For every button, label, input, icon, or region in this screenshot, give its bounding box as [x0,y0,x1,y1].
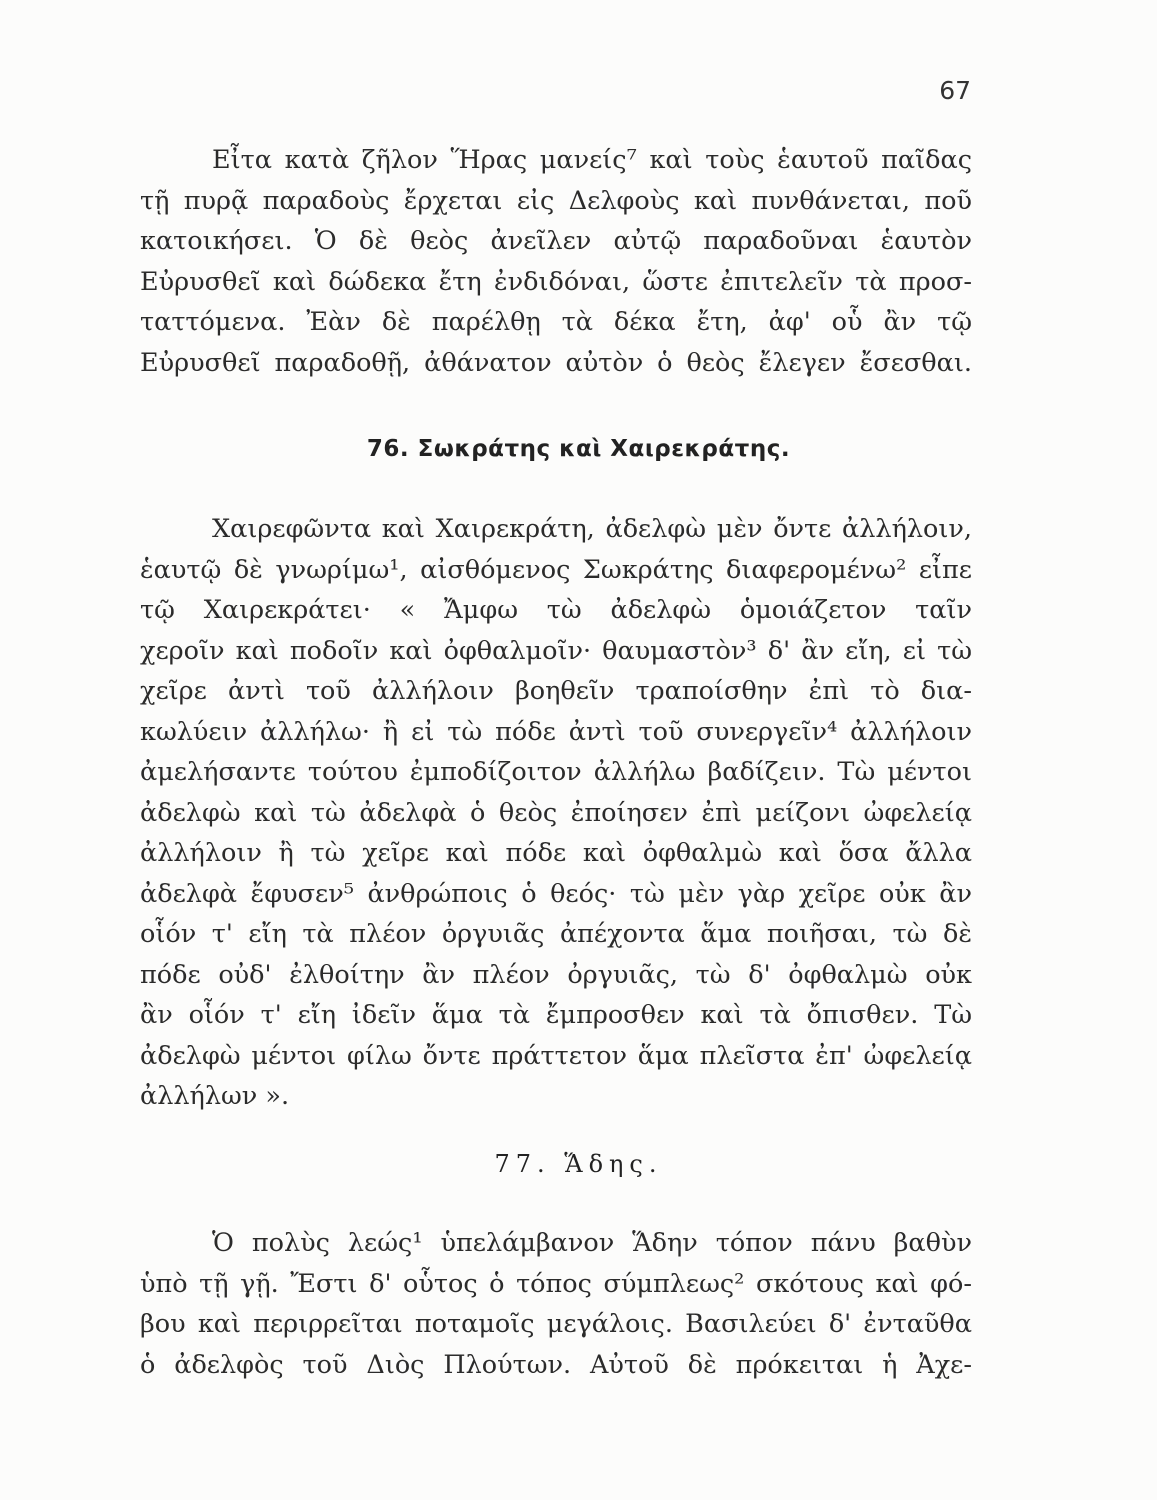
page-number: 67 [939,76,971,105]
text-line: Εὐρυσθεῖ καὶ δώδεκα ἔτη ἐνδιδόναι, ὥστε ἐπιτελεῖν τὰ προσ- [140,266,972,297]
text-line: τῇ πυρᾷ παραδοὺς ἔρχεται εἰς Δελφοὺς καὶ πυνθάνεται, ποῦ [140,185,972,216]
section-heading-76: 76. Σωκράτης καὶ Χαιρεκράτης. [366,436,791,462]
text-line: ἑαυτῷ δὲ γνωρίμω¹, αἰσθόμενος Σωκράτης διαφερομένω² εἶπε [140,554,972,585]
text-line: ὑπὸ τῇ γῇ. Ἔστι δ' οὗτος ὁ τόπος σύμπλεως² σκότους καὶ φό- [140,1268,972,1299]
text-line: ὁ ἀδελφὸς τοῦ Διὸς Πλούτων. Αὐτοῦ δὲ πρόκειται ἡ Ἀχε- [140,1349,972,1380]
text-line: ταττόμενα. Ἐὰν δὲ παρέλθῃ τὰ δέκα ἔτη, ἀφ' οὗ ἂν τῷ [140,307,972,337]
text-line: ἀλλήλων ». [140,1081,290,1111]
text-line: οἷόν τ' εἴη τὰ πλέον ὀργυιᾶς ἀπέχοντα ἅμα ποιῆσαι, τὼ δὲ [140,919,972,949]
text-line: χεῖρε ἀντὶ τοῦ ἀλλήλοιν βοηθεῖν τραποίσθην ἐπὶ τὸ δια- [140,676,972,706]
text-line: κατοικήσει. Ὁ δὲ θεὸς ἀνεῖλεν αὐτῷ παραδοῦναι ἑαυτὸν [140,226,972,256]
text-line: βου καὶ περιρρεῖται ποταμοῖς μεγάλοις. Βασιλεύει δ' ἐνταῦθα [140,1309,972,1339]
text-line: ἂν οἷόν τ' εἴη ἰδεῖν ἅμα τὰ ἔμπροσθεν καὶ τὰ ὄπισθεν. Τὼ [140,1000,972,1030]
text-line: χεροῖν καὶ ποδοῖν καὶ ὀφθαλμοῖν· θαυμαστὸν³ δ' ἂν εἴη, εἰ τὼ [140,635,972,666]
text-line: ἀλλήλοιν ἢ τὼ χεῖρε καὶ πόδε καὶ ὀφθαλμὼ καὶ ὅσα ἄλλα [140,838,972,868]
text-line: ἀδελφὼ μέντοι φίλω ὄντε πράττετον ἅμα πλεῖστα ἐπ' ὠφελείᾳ [140,1040,972,1071]
text-line: Χαιρεφῶντα καὶ Χαιρεκράτη, ἀδελφὼ μὲν ὄντε ἀλλήλοιν, [212,514,972,544]
paragraph-section-77 [140,1223,972,1385]
text-line: Εὐρυσθεῖ παραδοθῇ, ἀθάνατον αὐτὸν ὁ θεὸς ἔλεγεν ἔσεσθαι. [140,347,972,378]
text-line: ἀδελφὰ ἔφυσεν⁵ ἀνθρώποις ὁ θεός· τὼ μὲν γὰρ χεῖρε οὐκ ἂν [140,878,972,909]
text-line: ἀμελήσαντε τούτου ἐμποδίζοιτον ἀλλήλω βαδίζειν. Τὼ μέντοι [140,757,972,787]
text-line: Εἶτα κατὰ ζῆλον Ἥρας μανείς⁷ καὶ τοὺς ἑαυτοῦ παῖδας [212,145,972,175]
paragraph-section-75-end [140,140,972,383]
text-line: πόδε οὐδ' ἐλθοίτην ἂν πλέον ὀργυιᾶς, τὼ δ' ὀφθαλμὼ οὐκ [140,959,972,990]
paragraph-section-76 [140,509,972,1117]
section-heading-77: 77. Ἅδης. [494,1150,663,1178]
text-line: τῷ Χαιρεκράτει· « Ἄμφω τὼ ἀδελφὼ ὁμοιάζετον ταῖν [140,595,972,625]
text-line: κωλύειν ἀλλήλω· ἢ εἰ τὼ πόδε ἀντὶ τοῦ συνεργεῖν⁴ ἀλλήλοιν [140,716,972,747]
text-line: Ὁ πολὺς λεώς¹ ὑπελάμβανον Ἅδην τόπον πάνυ βαθὺν [212,1228,972,1258]
text-line: ἀδελφὼ καὶ τὼ ἀδελφὰ ὁ θεὸς ἐποίησεν ἐπὶ μείζονι ὠφελείᾳ [140,797,972,828]
